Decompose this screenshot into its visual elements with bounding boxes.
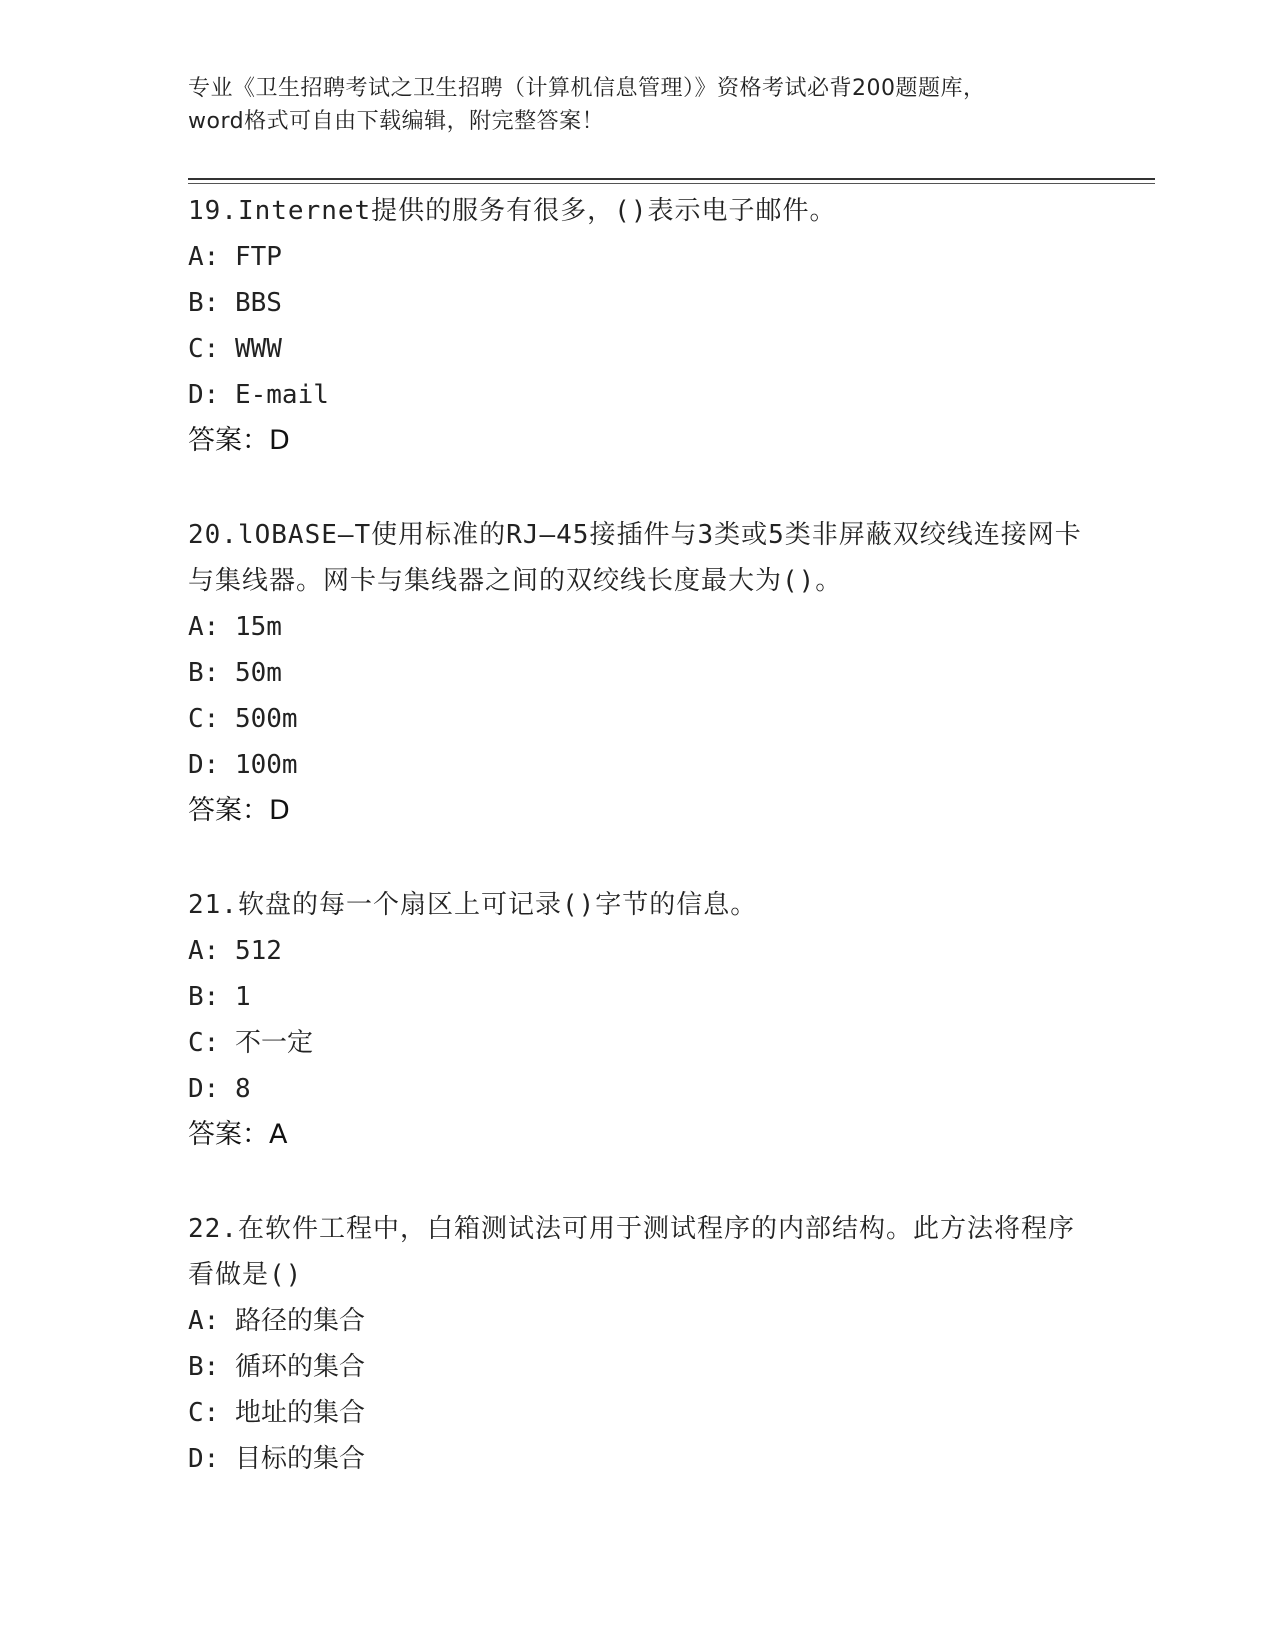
option-a: A: 路径的集合 xyxy=(188,1306,365,1336)
option-c: C: 500m xyxy=(188,704,298,734)
option-c: C: 地址的集合 xyxy=(188,1398,365,1428)
option-c: C: 不一定 xyxy=(188,1028,313,1058)
question-text: 21.软盘的每一个扇区上可记录()字节的信息。 xyxy=(188,890,758,920)
question-21 xyxy=(188,882,1088,1158)
option-b: B: 循环的集合 xyxy=(188,1352,365,1382)
option-b: B: 50m xyxy=(188,658,282,688)
option-d: D: 8 xyxy=(188,1074,251,1104)
header-divider-thin xyxy=(188,183,1155,184)
header-divider-thick xyxy=(188,178,1155,180)
question-text: 22.在软件工程中，白箱测试法可用于测试程序的内部结构。此方法将程序看做是() xyxy=(188,1214,1075,1290)
answer-label: 答案：D xyxy=(188,425,290,456)
answer-label: 答案：D xyxy=(188,795,290,826)
question-text: 20.lOBASE—T使用标准的RJ—45接插件与3类或5类非屏蔽双绞线连接网卡与集线器。网卡与集线器之间的双绞线长度最大为()。 xyxy=(188,520,1082,596)
option-a: A: 512 xyxy=(188,936,282,966)
question-20 xyxy=(188,512,1088,834)
question-list xyxy=(188,188,1088,1530)
question-22 xyxy=(188,1206,1088,1482)
option-b: B: BBS xyxy=(188,288,282,318)
question-19 xyxy=(188,188,1088,464)
option-b: B: 1 xyxy=(188,982,251,1012)
answer-label: 答案：A xyxy=(188,1119,288,1150)
question-text: 19.Internet提供的服务有很多，()表示电子邮件。 xyxy=(188,196,837,226)
option-a: A: 15m xyxy=(188,612,282,642)
option-d: D: E-mail xyxy=(188,380,329,410)
option-d: D: 目标的集合 xyxy=(188,1444,365,1474)
option-a: A: FTP xyxy=(188,242,282,272)
option-d: D: 100m xyxy=(188,750,298,780)
document-header xyxy=(188,72,1088,138)
header-line-1: 专业《卫生招聘考试之卫生招聘（计算机信息管理）》资格考试必背200题题库， xyxy=(188,76,986,101)
header-line-2: word格式可自由下载编辑，附完整答案！ xyxy=(188,109,605,134)
option-c: C: WWW xyxy=(188,334,282,364)
